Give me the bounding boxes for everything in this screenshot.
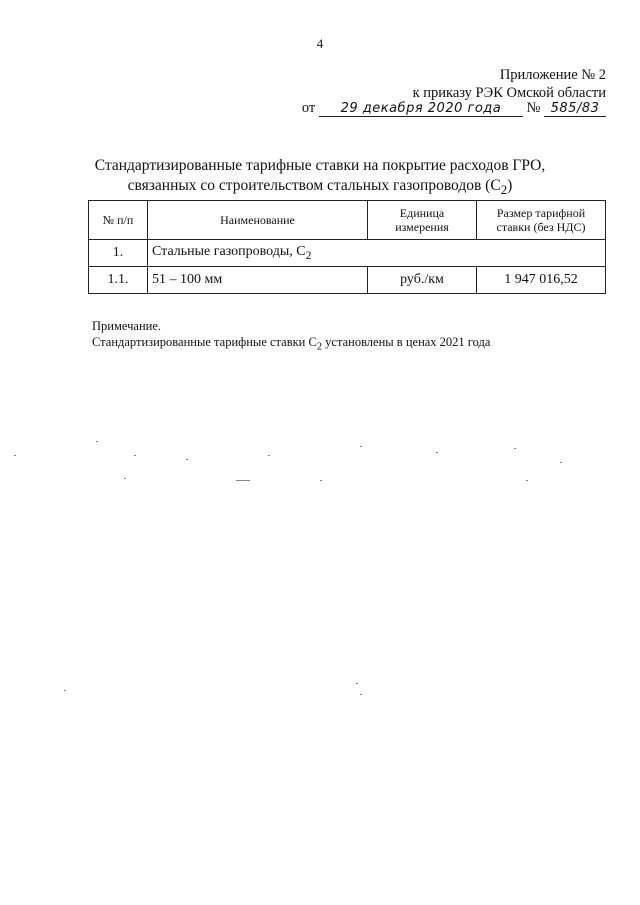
title-subscript: 2: [500, 182, 508, 198]
row-value: 1 947 016,52: [477, 267, 606, 294]
header-rate-line-1: Размер тарифной: [496, 206, 586, 220]
appendix-title: Приложение № 2: [499, 67, 606, 83]
row-name: 51 – 100 мм: [148, 267, 368, 294]
row-section-text: Стальные газопроводы, С: [152, 244, 306, 260]
title-line-2-text: связанных со строительством стальных газопроводов (С: [127, 177, 501, 194]
handwritten-date: 29 декабря 2020 года: [319, 101, 523, 117]
title-line-2-end: ): [507, 177, 513, 194]
date-prefix: от: [301, 100, 316, 116]
note-label: Примечание.: [92, 319, 162, 333]
title-line-1: Стандартизированные тарифные ставки на покрытие расходов ГРО,: [94, 157, 546, 174]
row-num: 1.1.: [89, 267, 148, 294]
order-reference: к приказу РЭК Омской области: [412, 85, 606, 101]
note-subscript: 2: [316, 341, 323, 353]
handwritten-number: 585/83: [544, 101, 606, 117]
page-number: 4: [316, 36, 324, 51]
header-name: Наименование: [148, 201, 368, 240]
header-num: № п/п: [89, 201, 148, 240]
number-prefix: №: [526, 100, 541, 116]
row-section-subscript: 2: [305, 248, 312, 262]
note-text-main: Стандартизированные тарифные ставки С: [92, 335, 317, 349]
row-unit: руб./км: [368, 267, 477, 294]
header-unit-line-2: измерения: [395, 220, 449, 234]
header-unit-line-1: Единица: [399, 206, 445, 220]
row-num: 1.: [89, 240, 148, 267]
header-rate-line-2: ставки (без НДС): [496, 220, 586, 234]
note-text-end: установлены в ценах 2021 года: [322, 335, 491, 349]
